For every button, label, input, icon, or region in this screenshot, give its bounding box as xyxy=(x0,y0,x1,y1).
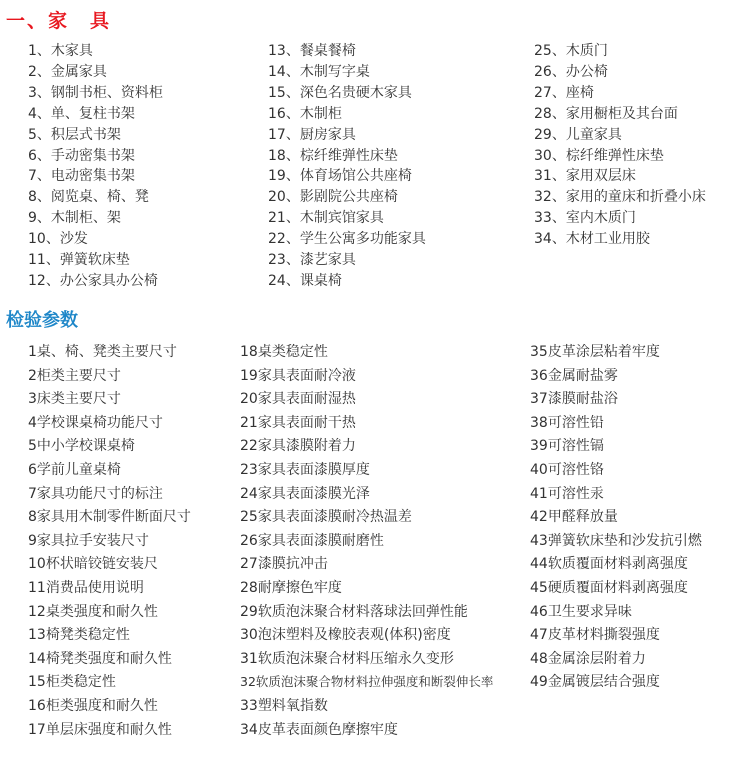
furniture-col-3-item: 32、家用的童床和折叠小床 xyxy=(534,189,706,206)
param-col-3-item: 45硬质覆面材料剥离强度 xyxy=(530,580,688,596)
param-col-2-item: 25家具表面漆膜耐冷热温差 xyxy=(240,509,412,526)
param-col-3-item: 36金属耐盐雾 xyxy=(530,367,618,384)
param-col-3-item: 49金属镀层结合强度 xyxy=(530,674,660,691)
param-col-3-item: 43弹簧软床垫和沙发抗引燃 xyxy=(530,532,702,549)
section-title-test-parameters: 检验参数 xyxy=(6,310,78,331)
param-col-1-item: 9家具拉手安装尺寸 xyxy=(28,532,149,549)
furniture-col-2-item: 20、影剧院公共座椅 xyxy=(268,189,398,206)
param-col-1-item: 1桌、椅、凳类主要尺寸 xyxy=(28,344,177,360)
param-col-1-item: 10杯状暗铰链安装尺 xyxy=(28,556,158,573)
param-col-2-item: 19家具表面耐冷液 xyxy=(240,367,356,384)
param-col-1-item: 12桌类强度和耐久性 xyxy=(28,603,158,620)
furniture-col-1-item: 6、手动密集书架 xyxy=(28,147,135,164)
furniture-col-3-item: 28、家用橱柜及其台面 xyxy=(534,105,678,122)
param-col-2-item: 23家具表面漆膜厚度 xyxy=(240,462,370,478)
furniture-col-3-item: 33、室内木质门 xyxy=(534,210,636,227)
furniture-col-1-item: 4、单、复柱书架 xyxy=(28,105,135,122)
furniture-col-3-item: 27、座椅 xyxy=(534,84,594,101)
furniture-col-1-item: 2、金属家具 xyxy=(28,63,107,80)
furniture-col-1-item: 10、沙发 xyxy=(28,231,88,248)
furniture-col-1-item: 3、钢制书柜、资料柜 xyxy=(28,84,163,101)
param-col-2-item: 33塑料氧指数 xyxy=(240,698,328,714)
furniture-col-2-item: 23、漆艺家具 xyxy=(268,252,356,268)
param-col-1-item: 3床类主要尺寸 xyxy=(28,391,121,408)
furniture-col-3-item: 31、家用双层床 xyxy=(534,168,636,185)
param-col-1-item: 14椅凳类强度和耐久性 xyxy=(28,650,172,667)
param-col-3-item: 48金属涂层附着力 xyxy=(530,650,646,667)
furniture-col-2-item: 22、学生公寓多功能家具 xyxy=(268,231,426,248)
furniture-col-1-item: 8、阅览桌、椅、凳 xyxy=(28,189,149,206)
furniture-col-3-item: 30、棕纤维弹性床垫 xyxy=(534,147,664,164)
furniture-col-1-item: 5、积层式书架 xyxy=(28,126,121,143)
furniture-col-1-item: 7、电动密集书架 xyxy=(28,168,135,185)
param-col-3-item: 44软质覆面材料剥离强度 xyxy=(530,556,688,573)
param-col-2-item: 27漆膜抗冲击 xyxy=(240,556,328,573)
param-col-1-item: 5中小学校课桌椅 xyxy=(28,438,135,455)
furniture-col-2-item: 13、餐桌餐椅 xyxy=(268,43,356,59)
furniture-col-2-item: 16、木制柜 xyxy=(268,105,342,122)
param-col-2-item: 32软质泡沫聚合物材料拉伸强度和断裂伸长率 xyxy=(240,674,494,690)
param-col-2-item: 28耐摩擦色牢度 xyxy=(240,580,342,596)
param-col-3-item: 38可溶性铅 xyxy=(530,414,604,431)
param-col-1-item: 7家具功能尺寸的标注 xyxy=(28,485,163,502)
param-col-1-item: 16柜类强度和耐久性 xyxy=(28,698,158,714)
param-col-2-item: 21家具表面耐干热 xyxy=(240,414,356,431)
param-col-3-item: 46卫生要求异味 xyxy=(530,603,632,620)
param-col-2-item: 31软质泡沫聚合材料压缩永久变形 xyxy=(240,650,454,667)
param-col-1-item: 11消费品使用说明 xyxy=(28,580,144,596)
param-col-3-item: 41可溶性汞 xyxy=(530,485,604,502)
furniture-col-1-item: 11、弹簧软床垫 xyxy=(28,252,130,268)
furniture-col-1-item: 1、木家具 xyxy=(28,43,93,59)
section-title-furniture: 一、家 具 xyxy=(6,10,112,32)
furniture-col-2-item: 15、深色名贵硬木家具 xyxy=(268,84,412,101)
param-col-2-item: 20家具表面耐湿热 xyxy=(240,391,356,408)
furniture-col-3-item: 29、儿童家具 xyxy=(534,126,622,143)
param-col-2-item: 18桌类稳定性 xyxy=(240,344,328,360)
furniture-col-2-item: 24、课桌椅 xyxy=(268,272,342,289)
param-col-2-item: 29软质泡沫聚合材料落球法回弹性能 xyxy=(240,603,468,620)
param-col-3-item: 47皮革材料撕裂强度 xyxy=(530,627,660,644)
furniture-col-2-item: 19、体育场馆公共座椅 xyxy=(268,168,412,185)
furniture-col-1-item: 9、木制柜、架 xyxy=(28,210,121,227)
param-col-1-item: 17单层床强度和耐久性 xyxy=(28,721,172,738)
furniture-col-2-item: 14、木制写字桌 xyxy=(268,63,370,80)
param-col-1-item: 2柜类主要尺寸 xyxy=(28,367,121,384)
param-col-2-item: 30泡沫塑料及橡胶表观(体积)密度 xyxy=(240,627,451,644)
param-col-3-item: 37漆膜耐盐浴 xyxy=(530,391,618,408)
param-col-3-item: 42甲醛释放量 xyxy=(530,509,618,526)
furniture-col-3-item: 34、木材工业用胶 xyxy=(534,231,650,248)
param-col-2-item: 24家具表面漆膜光泽 xyxy=(240,485,370,502)
param-col-1-item: 6学前儿童桌椅 xyxy=(28,462,121,478)
furniture-col-3-item: 26、办公椅 xyxy=(534,63,608,80)
furniture-col-2-item: 17、厨房家具 xyxy=(268,126,356,143)
furniture-col-2-item: 21、木制宾馆家具 xyxy=(268,210,384,227)
furniture-col-3-item: 25、木质门 xyxy=(534,43,608,59)
param-col-1-item: 4学校课桌椅功能尺寸 xyxy=(28,414,163,431)
furniture-col-2-item: 18、棕纤维弹性床垫 xyxy=(268,147,398,164)
param-col-3-item: 35皮革涂层粘着牢度 xyxy=(530,344,660,360)
param-col-2-item: 22家具漆膜附着力 xyxy=(240,438,356,455)
furniture-col-1-item: 12、办公家具办公椅 xyxy=(28,272,158,289)
param-col-1-item: 13椅凳类稳定性 xyxy=(28,627,130,644)
param-col-1-item: 15柜类稳定性 xyxy=(28,674,116,691)
param-col-3-item: 39可溶性镉 xyxy=(530,438,604,455)
param-col-3-item: 40可溶性铬 xyxy=(530,462,604,478)
param-col-2-item: 34皮革表面颜色摩擦牢度 xyxy=(240,721,398,738)
param-col-1-item: 8家具用木制零件断面尺寸 xyxy=(28,509,191,526)
param-col-2-item: 26家具表面漆膜耐磨性 xyxy=(240,532,384,549)
